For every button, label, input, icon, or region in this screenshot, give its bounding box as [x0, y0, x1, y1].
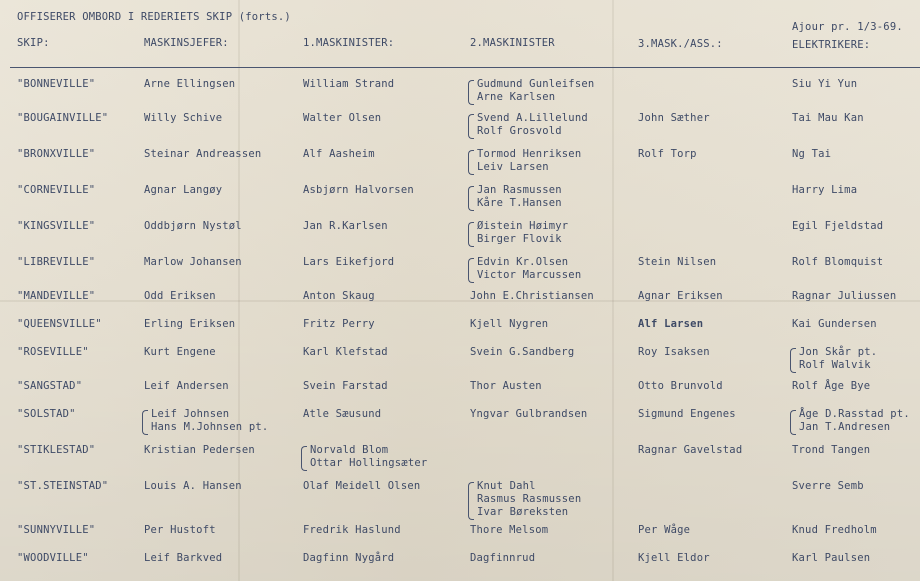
- first-engineer: Anton Skaug: [303, 290, 375, 302]
- second-engineer: Victor Marcussen: [477, 269, 582, 281]
- third-engineer: Otto Brunvold: [638, 380, 723, 392]
- first-engineer: Karl Klefstad: [303, 346, 388, 358]
- second-engineer: Svein G.Sandberg: [470, 346, 575, 358]
- ship-name: "MANDEVILLE": [17, 290, 96, 302]
- electrician: Tai Mau Kan: [792, 112, 864, 124]
- ship-name: "WOODVILLE": [17, 552, 89, 564]
- chief-engineer: Marlow Johansen: [144, 256, 242, 268]
- electrician: Karl Paulsen: [792, 552, 871, 564]
- first-engineer: Dagfinn Nygård: [303, 552, 395, 564]
- first-engineer: Svein Farstad: [303, 380, 388, 392]
- first-engineer: Fritz Perry: [303, 318, 375, 330]
- ship-name: "BRONXVILLE": [17, 148, 96, 160]
- column-header-electricians: ELEKTRIKERE:: [792, 39, 871, 51]
- electrician: Rolf Walvik: [799, 359, 871, 371]
- update-date: Ajour pr. 1/3-69.: [792, 21, 903, 33]
- group-brace: [468, 114, 474, 139]
- group-brace: [790, 348, 796, 373]
- second-engineer: Thor Austen: [470, 380, 542, 392]
- second-engineer: Kåre T.Hansen: [477, 197, 562, 209]
- chief-engineer: Hans M.Johnsen pt.: [151, 421, 269, 433]
- ship-name: "BOUGAINVILLE": [17, 112, 109, 124]
- second-engineer: Knut Dahl: [477, 480, 536, 492]
- second-engineer: Rasmus Rasmussen: [477, 493, 582, 505]
- first-engineer: Lars Eikefjord: [303, 256, 395, 268]
- second-engineer: John E.Christiansen: [470, 290, 594, 302]
- document-title: OFFISERER OMBORD I REDERIETS SKIP (forts.): [17, 11, 291, 23]
- group-brace: [142, 410, 148, 435]
- electrician: Siu Yi Yun: [792, 78, 858, 90]
- electrician: Rolf Åge Bye: [792, 380, 871, 392]
- electrician: Knud Fredholm: [792, 524, 877, 536]
- group-brace: [790, 410, 796, 435]
- third-engineer: Kjell Eldor: [638, 552, 710, 564]
- group-brace: [468, 80, 474, 105]
- group-brace: [301, 446, 307, 471]
- second-engineer: Jan Rasmussen: [477, 184, 562, 196]
- group-brace: [468, 186, 474, 211]
- ship-name: "BONNEVILLE": [17, 78, 96, 90]
- column-header-second-engineer: 2.MASKINISTER: [470, 37, 555, 49]
- electrician: Egil Fjeldstad: [792, 220, 884, 232]
- electrician: Rolf Blomquist: [792, 256, 884, 268]
- chief-engineer: Per Hustoft: [144, 524, 216, 536]
- column-header-chief-engineer: MASKINSJEFER:: [144, 37, 229, 49]
- ship-name: "SOLSTAD": [17, 408, 76, 420]
- ship-name: "ST.STEINSTAD": [17, 480, 109, 492]
- chief-engineer: Kristian Pedersen: [144, 444, 255, 456]
- chief-engineer: Erling Eriksen: [144, 318, 236, 330]
- chief-engineer: Arne Ellingsen: [144, 78, 236, 90]
- first-engineer: Fredrik Haslund: [303, 524, 401, 536]
- group-brace: [468, 150, 474, 175]
- second-engineer: Kjell Nygren: [470, 318, 549, 330]
- chief-engineer: Steinar Andreassen: [144, 148, 262, 160]
- first-engineer: William Strand: [303, 78, 395, 90]
- ship-name: "CORNEVILLE": [17, 184, 96, 196]
- paper-fold: [0, 300, 920, 302]
- chief-engineer: Agnar Langøy: [144, 184, 223, 196]
- first-engineer: Alf Aasheim: [303, 148, 375, 160]
- second-engineer: Birger Flovik: [477, 233, 562, 245]
- ship-name: "KINGSVILLE": [17, 220, 96, 232]
- header-rule: [10, 67, 920, 68]
- third-engineer: Sigmund Engenes: [638, 408, 736, 420]
- third-engineer: Stein Nilsen: [638, 256, 717, 268]
- first-engineer: Ottar Hollingsæter: [310, 457, 428, 469]
- third-engineer: John Sæther: [638, 112, 710, 124]
- electrician: Trond Tangen: [792, 444, 871, 456]
- electrician: Sverre Semb: [792, 480, 864, 492]
- second-engineer: Tormod Henriksen: [477, 148, 582, 160]
- group-brace: [468, 222, 474, 247]
- chief-engineer: Leif Barkved: [144, 552, 223, 564]
- third-engineer: Alf Larsen: [638, 318, 704, 330]
- second-engineer: Dagfinnrud: [470, 552, 536, 564]
- second-engineer: Leiv Larsen: [477, 161, 549, 173]
- chief-engineer: Leif Andersen: [144, 380, 229, 392]
- ship-name: "SANGSTAD": [17, 380, 83, 392]
- group-brace: [468, 482, 474, 520]
- third-engineer: Agnar Eriksen: [638, 290, 723, 302]
- first-engineer: Olaf Meidell Olsen: [303, 480, 421, 492]
- group-brace: [468, 258, 474, 283]
- second-engineer: Ivar Børeksten: [477, 506, 569, 518]
- third-engineer: Per Wåge: [638, 524, 691, 536]
- ship-name: "LIBREVILLE": [17, 256, 96, 268]
- paper-fold: [612, 0, 614, 581]
- second-engineer: Yngvar Gulbrandsen: [470, 408, 588, 420]
- paper-fold: [238, 0, 240, 581]
- ship-name: "STIKLESTAD": [17, 444, 96, 456]
- column-header-first-engineer: 1.MASKINISTER:: [303, 37, 395, 49]
- electrician: Kai Gundersen: [792, 318, 877, 330]
- second-engineer: Thore Melsom: [470, 524, 549, 536]
- column-header-third-engineer: 3.MASK./ASS.:: [638, 38, 723, 50]
- electrician: Harry Lima: [792, 184, 858, 196]
- chief-engineer: Kurt Engene: [144, 346, 216, 358]
- electrician: Ng Tai: [792, 148, 832, 160]
- second-engineer: Rolf Grosvold: [477, 125, 562, 137]
- third-engineer: Roy Isaksen: [638, 346, 710, 358]
- chief-engineer: Leif Johnsen: [151, 408, 230, 420]
- chief-engineer: Louis A. Hansen: [144, 480, 242, 492]
- chief-engineer: Willy Schive: [144, 112, 223, 124]
- ship-name: "QUEENSVILLE": [17, 318, 102, 330]
- ship-name: "ROSEVILLE": [17, 346, 89, 358]
- first-engineer: Walter Olsen: [303, 112, 382, 124]
- second-engineer: Edvin Kr.Olsen: [477, 256, 569, 268]
- electrician: Åge D.Rasstad pt.: [799, 408, 910, 420]
- third-engineer: Ragnar Gavelstad: [638, 444, 743, 456]
- column-header-ship: SKIP:: [17, 37, 50, 49]
- electrician: Jan T.Andresen: [799, 421, 891, 433]
- third-engineer: Rolf Torp: [638, 148, 697, 160]
- second-engineer: Øistein Høimyr: [477, 220, 569, 232]
- second-engineer: Svend A.Lillelund: [477, 112, 588, 124]
- electrician: Ragnar Juliussen: [792, 290, 897, 302]
- electrician: Jon Skår pt.: [799, 346, 878, 358]
- chief-engineer: Oddbjørn Nystøl: [144, 220, 242, 232]
- chief-engineer: Odd Eriksen: [144, 290, 216, 302]
- first-engineer: Atle Sæusund: [303, 408, 382, 420]
- first-engineer: Jan R.Karlsen: [303, 220, 388, 232]
- first-engineer: Asbjørn Halvorsen: [303, 184, 414, 196]
- second-engineer: Arne Karlsen: [477, 91, 556, 103]
- second-engineer: Gudmund Gunleifsen: [477, 78, 595, 90]
- ship-name: "SUNNYVILLE": [17, 524, 96, 536]
- first-engineer: Norvald Blom: [310, 444, 389, 456]
